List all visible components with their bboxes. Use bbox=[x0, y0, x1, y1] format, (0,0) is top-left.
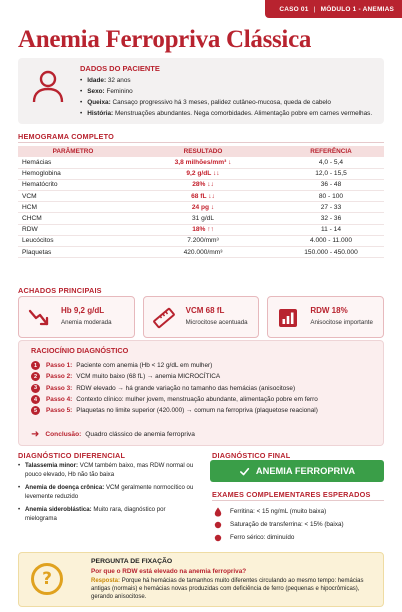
result-cell: 7.200/mm³ bbox=[128, 235, 278, 246]
conclusion-label: Conclusão: bbox=[45, 431, 82, 438]
dot-icon bbox=[212, 521, 224, 529]
param-cell: RDW bbox=[18, 224, 128, 235]
result-cell: 24 pg ↓ bbox=[128, 202, 278, 213]
question-mark-icon: ? bbox=[31, 563, 63, 595]
finding-value: VCM 68 fL bbox=[185, 306, 225, 315]
reference-cell: 27 - 33 bbox=[278, 202, 384, 213]
module-label: MÓDULO 1 - ANEMIAS bbox=[320, 5, 394, 13]
result-cell: 9,2 g/dL ↓↓ bbox=[128, 168, 278, 179]
exams-heading: EXAMES COMPLEMENTARES ESPERADOS bbox=[212, 490, 371, 499]
differential-item: • Anemia de doença crônica: VCM geralmente normocítico ou levemente reduzido bbox=[18, 484, 194, 501]
reference-cell: 36 - 48 bbox=[278, 179, 384, 190]
section-divider bbox=[18, 142, 384, 143]
case-header-badge bbox=[265, 0, 402, 18]
table-row bbox=[18, 247, 384, 258]
step-number-badge: 5 bbox=[31, 406, 40, 415]
hemogram-table bbox=[18, 146, 384, 258]
table-row bbox=[18, 179, 384, 190]
exams-list bbox=[212, 505, 344, 544]
diagnostic-reasoning-box bbox=[18, 340, 384, 446]
page-title: Anemia Ferropriva Clássica bbox=[18, 26, 312, 53]
finding-desc: Anisocitose importante bbox=[310, 319, 373, 326]
patient-avatar-icon bbox=[28, 66, 68, 110]
column-header: RESULTADO bbox=[128, 146, 278, 157]
reasoning-steps bbox=[31, 360, 318, 416]
param-cell: Hematócrito bbox=[18, 179, 128, 190]
reference-cell: 4.000 - 11.000 bbox=[278, 235, 384, 246]
findings-cards bbox=[18, 296, 384, 338]
table-row bbox=[18, 157, 384, 168]
result-cell: 68 fL ↓↓ bbox=[128, 191, 278, 202]
header-separator: | bbox=[313, 5, 316, 13]
finding-desc: Anemia moderada bbox=[61, 319, 112, 326]
result-cell: 3,8 milhões/mm³ ↓ bbox=[128, 157, 278, 168]
reasoning-step: 1 Passo 1: Paciente com anemia (Hb < 12 g/dL em mulher) bbox=[31, 360, 318, 371]
step-number-badge: 3 bbox=[31, 384, 40, 393]
reasoning-step: 3 Passo 3: RDW elevado → há grande variação no tamanho das hemácias (anisocitose) bbox=[31, 383, 318, 394]
param-cell: Hemácias bbox=[18, 157, 128, 168]
dot-icon bbox=[212, 534, 224, 542]
finding-card-vcm bbox=[143, 296, 260, 338]
section-divider bbox=[212, 500, 384, 501]
column-header: PARÂMETRO bbox=[18, 146, 128, 157]
reference-cell: 12,0 - 15,5 bbox=[278, 168, 384, 179]
reference-cell: 80 - 100 bbox=[278, 191, 384, 202]
hemogram-heading: HEMOGRAMA COMPLETO bbox=[18, 132, 115, 141]
drop-icon bbox=[212, 507, 224, 517]
differential-heading: DIAGNÓSTICO DIFERENCIAL bbox=[18, 451, 126, 460]
table-row bbox=[18, 191, 384, 202]
patient-details bbox=[80, 75, 372, 119]
reasoning-heading: RACIOCÍNIO DIAGNÓSTICO bbox=[31, 346, 129, 355]
table-row bbox=[18, 235, 384, 246]
step-number-badge: 2 bbox=[31, 372, 40, 381]
finding-card-rdw bbox=[267, 296, 384, 338]
final-diagnosis-heading: DIAGNÓSTICO FINAL bbox=[212, 451, 291, 460]
table-header-row bbox=[18, 146, 384, 157]
result-cell: 28% ↓↓ bbox=[128, 179, 278, 190]
step-number-badge: 4 bbox=[31, 395, 40, 404]
answer-label: Resposta: bbox=[91, 578, 121, 584]
patient-heading: DADOS DO PACIENTE bbox=[80, 64, 160, 73]
conclusion-text: Quadro clássico de anemia ferropriva bbox=[85, 431, 195, 438]
reasoning-step: 2 Passo 2: VCM muito baixo (68 fL) → anemia MICROCÍTICA bbox=[31, 371, 318, 382]
bar-chart-icon bbox=[276, 306, 300, 330]
finding-card-hb bbox=[18, 296, 135, 338]
exam-item: Ferritina: < 15 ng/mL (muito baixa) bbox=[212, 505, 344, 518]
conclusion-line bbox=[31, 429, 195, 440]
answer-text: Porque há hemácias de tamanhos muito diferentes circulando ao mesmo tempo: hemácias antigas (normais) e hemácias novas produzidas com deficiência de ferro (pequenas e hipocrômicas), gerando anisocitose. bbox=[91, 578, 364, 600]
ruler-icon bbox=[152, 306, 176, 330]
differential-item: • Anemia sideroblástica: Muito rara, diagnóstico por mielograma bbox=[18, 506, 194, 523]
column-header: REFERÊNCIA bbox=[278, 146, 384, 157]
review-question-box bbox=[18, 552, 384, 607]
param-cell: HCM bbox=[18, 202, 128, 213]
param-cell: Leucócitos bbox=[18, 235, 128, 246]
arrow-right-icon: ➜ bbox=[31, 429, 40, 440]
reference-cell: 11 - 14 bbox=[278, 224, 384, 235]
quiz-answer bbox=[91, 577, 381, 601]
result-cell: 31 g/dL bbox=[128, 213, 278, 224]
reference-cell: 4,0 - 5,4 bbox=[278, 157, 384, 168]
table-row bbox=[18, 202, 384, 213]
findings-heading: ACHADOS PRINCIPAIS bbox=[18, 286, 102, 295]
check-icon bbox=[239, 466, 250, 477]
reasoning-step: 5 Passo 5: Plaquetas no limite superior (420.000) → comum na ferropriva (plaquetose reacional) bbox=[31, 405, 318, 416]
reference-cell: 32 - 36 bbox=[278, 213, 384, 224]
param-cell: CHCM bbox=[18, 213, 128, 224]
param-cell: VCM bbox=[18, 191, 128, 202]
result-cell: 18% ↑↑ bbox=[128, 224, 278, 235]
quiz-question: Por que o RDW está elevado na anemia ferropriva? bbox=[91, 568, 247, 575]
param-cell: Hemoglobina bbox=[18, 168, 128, 179]
trend-down-icon bbox=[27, 306, 51, 330]
patient-item: • Sexo: Feminino bbox=[80, 86, 372, 97]
patient-item: • Idade: 32 anos bbox=[80, 75, 372, 86]
finding-value: Hb 9,2 g/dL bbox=[61, 306, 105, 315]
patient-item: • Queixa: Cansaço progressivo há 3 meses, palidez cutâneo-mucosa, queda de cabelo bbox=[80, 97, 372, 108]
finding-desc: Microcitose acentuada bbox=[185, 319, 248, 326]
case-label: CASO 01 bbox=[279, 5, 309, 13]
patient-data-box bbox=[18, 58, 384, 124]
table-row bbox=[18, 213, 384, 224]
finding-value: RDW 18% bbox=[310, 306, 348, 315]
final-diagnosis-badge bbox=[210, 460, 384, 482]
final-diagnosis-text: ANEMIA FERROPRIVA bbox=[255, 466, 356, 476]
patient-item: • História: Menstruações abundantes. Nega comorbidades. Alimentação pobre em carnes vermelhas. bbox=[80, 108, 372, 119]
result-cell: 420.000/mm³ bbox=[128, 247, 278, 258]
step-number-badge: 1 bbox=[31, 361, 40, 370]
table-row bbox=[18, 168, 384, 179]
differential-item: • Talassemia minor: VCM também baixo, mas RDW normal ou pouco elevado, Hb não tão baixa bbox=[18, 462, 194, 479]
table-row bbox=[18, 224, 384, 235]
reasoning-step: 4 Passo 4: Contexto clínico: mulher jovem, menstruação abundante, alimentação pobre em ferro bbox=[31, 394, 318, 405]
differential-list bbox=[18, 462, 194, 529]
reference-cell: 150.000 - 450.000 bbox=[278, 247, 384, 258]
quiz-heading: PERGUNTA DE FIXAÇÃO bbox=[91, 558, 173, 565]
exam-item: Ferro sérico: diminuído bbox=[212, 531, 344, 544]
exam-item: Saturação de transferrina: < 15% (baixa) bbox=[212, 518, 344, 531]
param-cell: Plaquetas bbox=[18, 247, 128, 258]
